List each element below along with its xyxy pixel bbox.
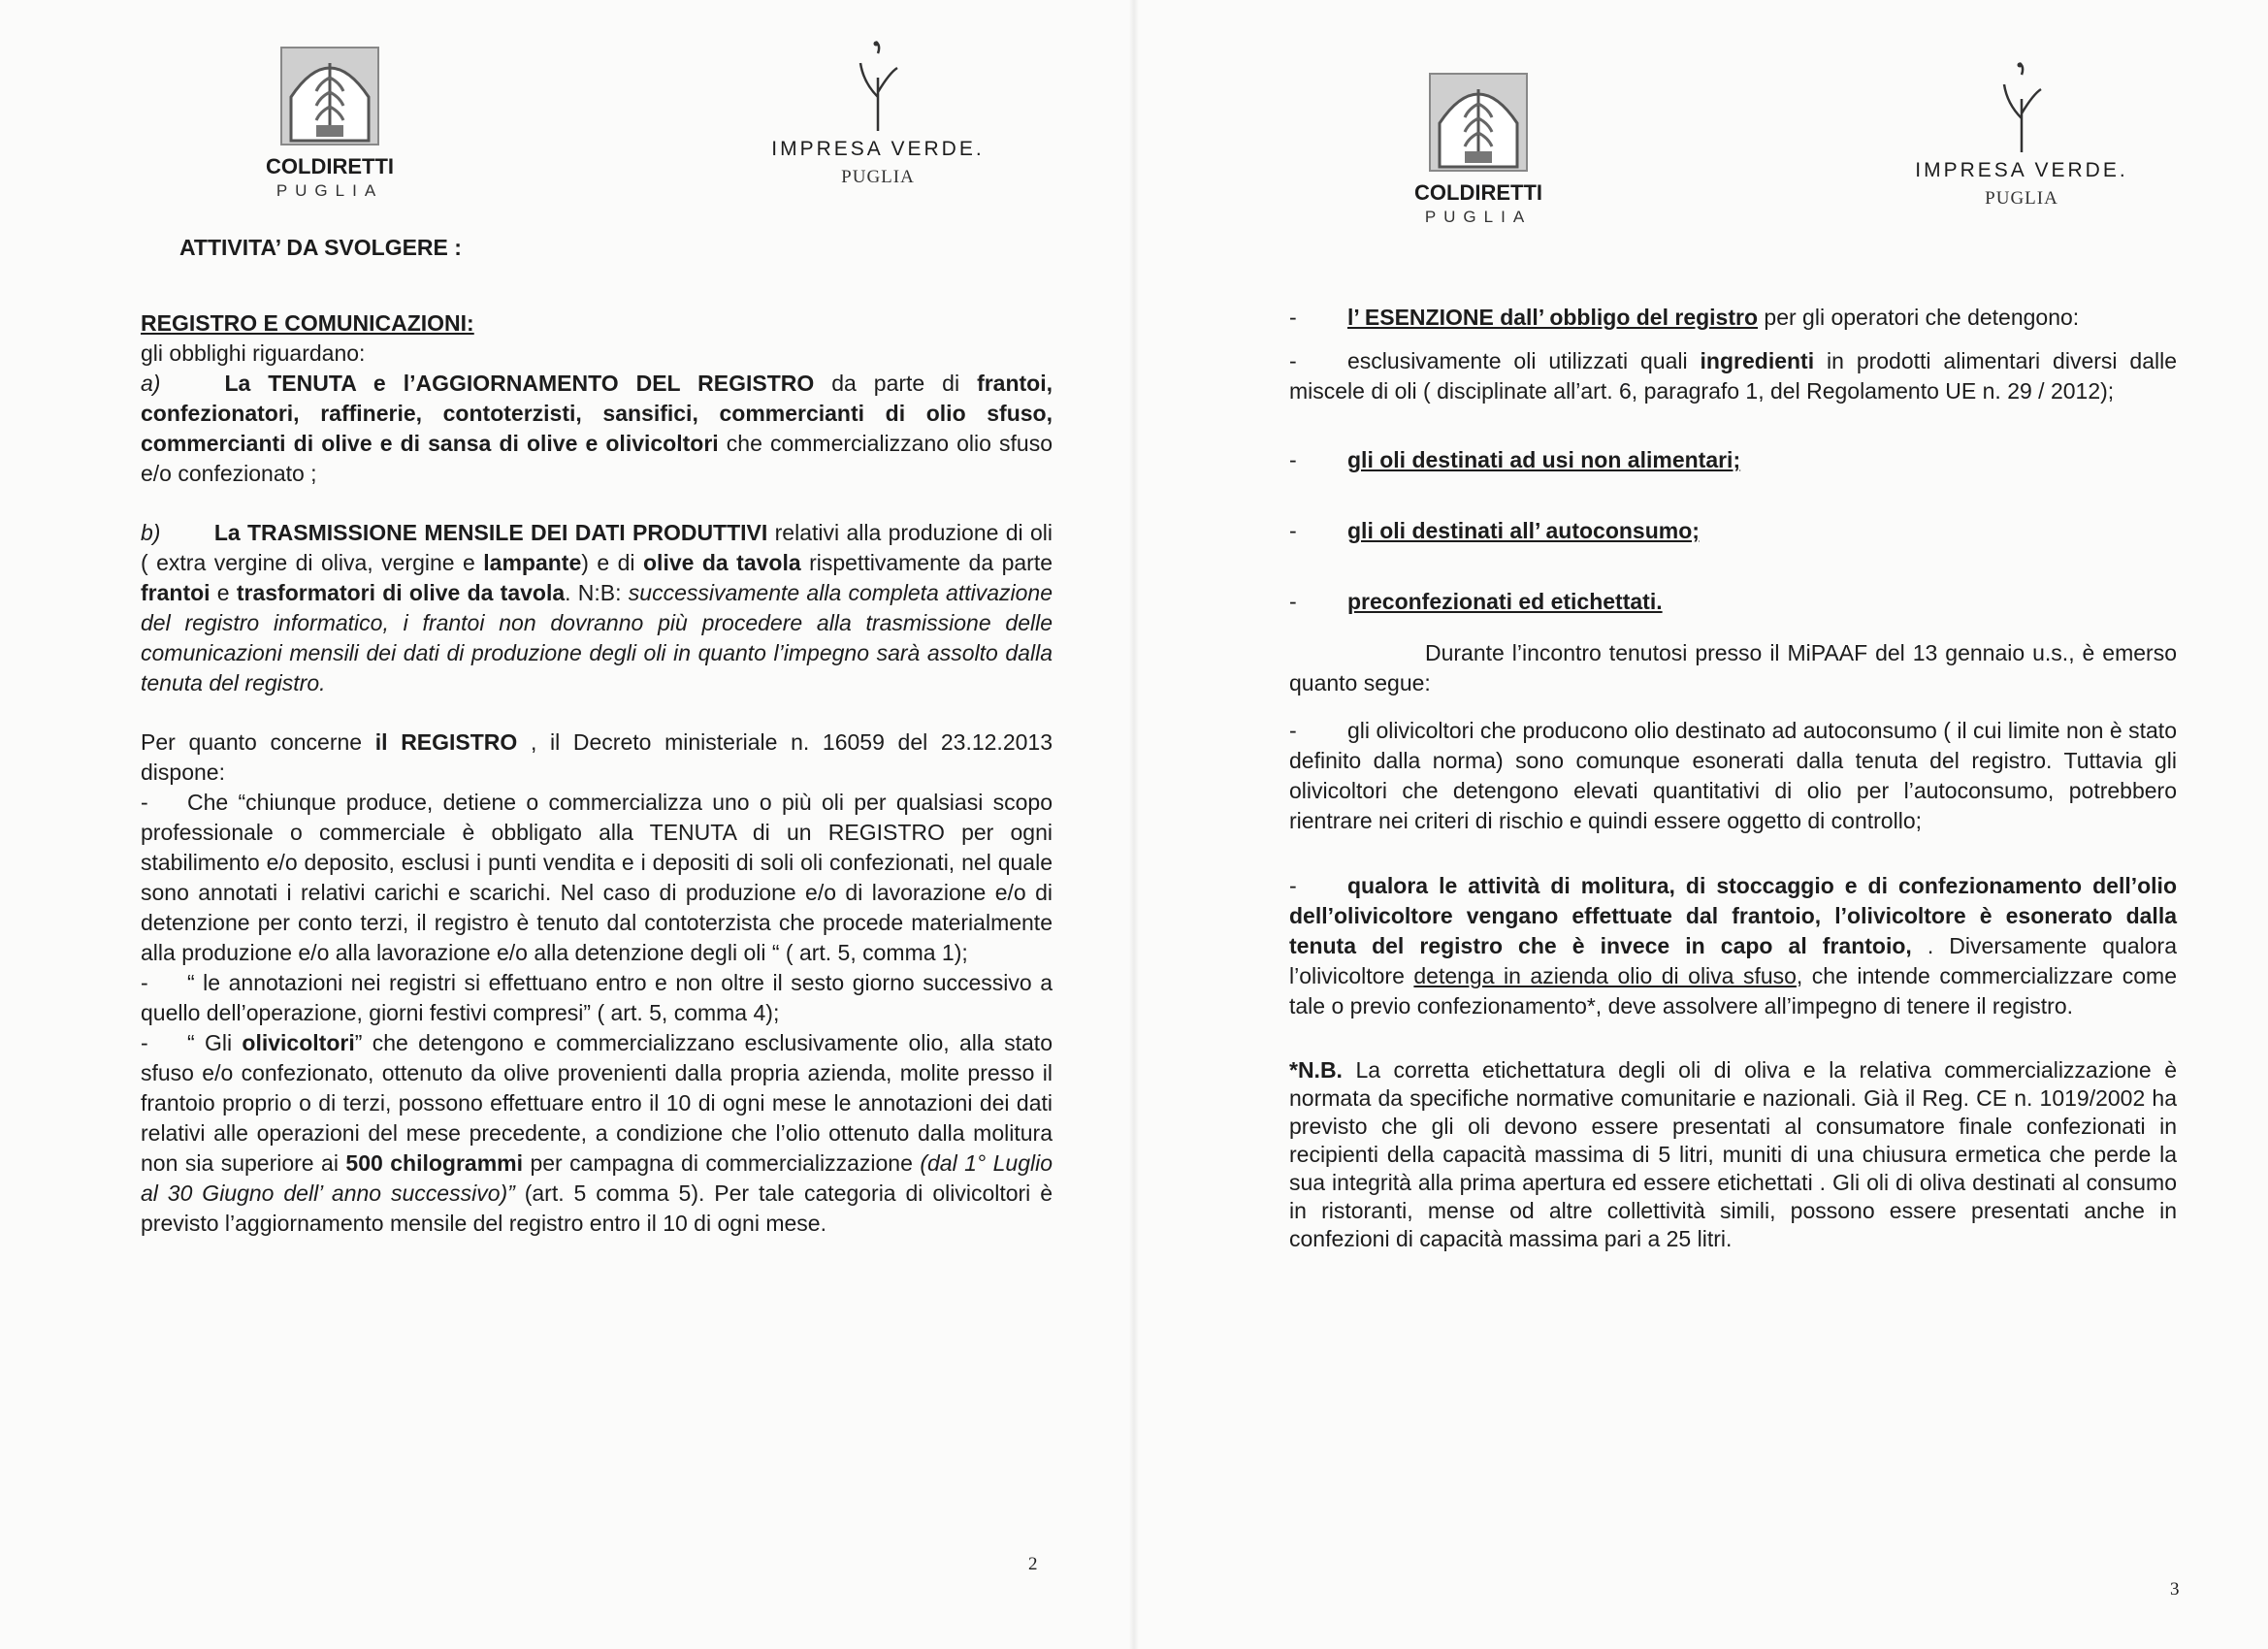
- item-b-text-2: relativi alla produzione di oli ( extra vergine di oliva, vergine e: [141, 520, 1053, 575]
- decree-bullet-3: - “ Gli olivicoltori” che detengono e commercializzano esclusivamente olio, alla stato sfuso e/o confezionato, ottenuto da olive provenienti dalla propria azienda, molite presso il frantoio proprio o di terzi, possono effettuare entro il 10 di ogni mese le annotazioni dei dati relativi alle operazioni del mese precedente, a condizione che l’olio ottenuto dalla molitura non sia superiore ai 500 chilogrammi per campagna di commercializzazione (dal 1° Luglio al 30 Giugno dell’ anno successivo)” (art. 5 comma 5). Per tale categoria di olivicoltori è previsto l’aggiornamento mensile del registro entro il 10 di ogni mese.: [141, 1030, 1053, 1236]
- coldiretti-name: COLDIRETTI: [266, 154, 394, 178]
- item-b-text-6: rispettivamente da parte: [800, 550, 1053, 575]
- item-b-text-10: . N:B:: [565, 580, 629, 605]
- item-b-text-8: e: [210, 580, 237, 605]
- decree-bullet-3-text-2: olivicoltori: [242, 1030, 355, 1055]
- item-b-text-3: lampante: [483, 550, 582, 575]
- meeting-point-1: - gli olivicoltori che producono olio destinato ad autoconsumo ( il cui limite non è stato definito dalla norma) sono comunque esonerati dalla tenuta del registro. Tuttavia gli olivicoltori che detengono elevati quantitativi di olio per l’autoconsumo, potrebbero rientrare nei criteri di rischio e quindi essere oggetto di controllo;: [1289, 718, 2177, 833]
- decree-bullet-2: - “ le annotazioni nei registri si effettuano entro e non oltre il sesto giorno successivo a quello dell’operazione, giorni festivi compresi” ( art. 5, comma 4);: [141, 970, 1053, 1025]
- exemption-intro: - l’ ESENZIONE dall’ obbligo del registro per gli operatori che detengono:: [1289, 305, 2080, 330]
- meeting-paragraph: Durante l’incontro tenutosi presso il MiPAAF del 13 gennaio u.s., è emerso quanto segue:: [1289, 640, 2177, 695]
- section-title: ATTIVITA’ DA SVOLGERE :: [179, 235, 462, 260]
- impresa-verde-name: IMPRESA VERDE.: [1915, 159, 2128, 181]
- labeling-note-text: La corretta etichettatura degli oli di oliva e la relativa commercializzazione è normata da specifiche normative comunitarie e nazionali. Già il Reg. CE n. 1019/2002 ha previsto che gli oli devono essere presentati al consumatore finale confezionati in recipienti della capacità massima di 5 litri, muniti di una chiusura ermetica che perde la sua integrità alla prima apertura ed essere etichettati . Gli oli di oliva destinati al consumo in ristoranti, mense od altre collettività simili, possono essere presentati anche in confezioni di capacità massima pari a 25 litri.: [1289, 1057, 2177, 1251]
- item-b: [141, 518, 1053, 698]
- decree-bullet-3-text-3: ” che detengono e commercializzano esclusivamente olio, alla stato sfuso e/o confezionato, ottenuto da olive provenienti dalla propria azienda, molite presso il frantoio proprio o di terzi, possono effettuare entro il 10 di ogni mese le annotazioni dei dati relativi alle operazioni del mese precedente, a condizione che l’olio ottenuto dalla molitura non sia superiore ai: [141, 1030, 1053, 1176]
- labeling-note-label: *N.B.: [1289, 1057, 1343, 1083]
- item-b-text-5: olive da tavola: [643, 550, 801, 575]
- coldiretti-logo-right: [1396, 70, 1561, 227]
- decree-bullet-2-text: “ le annotazioni nei registri si effettuano entro e non oltre il sesto giorno successivo a quello dell’operazione, giorni festivi compresi” ( art. 5, comma 4);: [141, 970, 1053, 1025]
- exemption-item-3-text: gli oli destinati all’ autoconsumo;: [1347, 518, 1700, 543]
- meeting-point-2-text-1: qualora le attività di molitura, di stoccaggio e di confezionamento dell’olio dell’olivicoltore vengano effettuate dal frantoio, l’olivicoltore è esonerato dalla tenuta del registro che è invece in capo al frantoio,: [1289, 873, 2177, 958]
- decree-text-1: Per quanto concerne: [141, 729, 375, 755]
- exemption-item-2-text: gli oli destinati ad usi non alimentari;: [1347, 447, 1741, 472]
- labeling-note: [1289, 1056, 2177, 1253]
- decree-paragraph: [141, 728, 1053, 788]
- decree-bullet-3-text-4: 500 chilogrammi: [345, 1150, 524, 1176]
- right-page-body: [1289, 303, 2177, 1253]
- coldiretti-wheat-icon: [1420, 70, 1537, 177]
- page-number-right: 3: [2170, 1579, 2180, 1600]
- exemption-item-4-text: preconfezionati ed etichettati.: [1347, 589, 1663, 614]
- decree-bullet-3-text-7: (art. 5 comma 5). Per tale categoria di olivicoltori è previsto l’aggiornamento mensile del registro entro il 10 di ogni mese.: [141, 1180, 1053, 1236]
- decree-bullet-3-text-1: “ Gli: [187, 1030, 243, 1055]
- exemption-item-1-text-2: ingredienti: [1700, 348, 1815, 373]
- impresa-verde-name: IMPRESA VERDE.: [771, 138, 985, 160]
- meeting-point-1-text: gli olivicoltori che producono olio destinato ad autoconsumo ( il cui limite non è stato definito dalla norma) sono comunque esonerati dalla tenuta del registro. Tuttavia gli olivicoltori che detengono elevati quantitativi di olio per l’autoconsumo, potrebbero rientrare nei criteri di rischio e quindi essere oggetto di controllo;: [1289, 718, 2177, 833]
- exemption-item-1-text-3: in prodotti alimentari diversi dalle miscele di oli ( disciplinate all’art. 6, paragrafo 1, del Regolamento UE n. 29 / 2012);: [1289, 348, 2177, 404]
- impresa-verde-logo-right: [1910, 60, 2133, 210]
- right-page: [1134, 0, 2268, 1649]
- decree-bullet-1-text: Che “chiunque produce, detiene o commercializza uno o più oli per qualsiasi scopo professionale o commerciale è obbligato alla TENUTA di un REGISTRO per ogni stabilimento e/o deposito, esclusi i punti vendita e i depositi di soli oli confezionati, nel quale sono annotati i relativi carichi e scarichi. Nel caso di produzione e/o di lavorazione e/o di detenzione per conto terzi, il registro è tenuto dal contoterzista che procede materialmente alla produzione e/o alla lavorazione e/o alla detenzione degli oli “ ( art. 5, comma 1);: [141, 790, 1053, 965]
- meeting-point-2-text-2: . Diversamente qualora l’olivicoltore: [1289, 933, 2177, 988]
- item-a: [141, 369, 1053, 489]
- coldiretti-logo-left: [247, 44, 412, 201]
- exemption-text-2: per gli operatori che detengono:: [1758, 305, 2080, 330]
- item-a-text-4: che commercializzano olio sfuso e/o confezionato ;: [141, 431, 1053, 486]
- item-b-text-1: La TRASMISSIONE MENSILE DEI DATI PRODUTTIVI: [213, 520, 768, 545]
- decree-bullet-3-text-6: (dal 1° Luglio al 30 Giugno dell’ anno successivo)”: [141, 1150, 1053, 1206]
- exemption-item-4: - preconfezionati ed etichettati.: [1289, 589, 1663, 614]
- page-number-left: 2: [1028, 1554, 1038, 1574]
- coldiretti-region: PUGLIA: [275, 181, 384, 200]
- item-a-text-2: da parte di: [814, 371, 978, 396]
- meeting-point-2-text-4: , che intende commercializzare come tale o previo confezionamento*, deve assolvere all’impegno di tenere il registro.: [1289, 963, 2177, 1018]
- item-b-text-11: successivamente alla completa attivazione del registro informatico, i frantoi non dovranno più procedere alla trasmissione delle comunicazioni mensili dei dati di produzione degli oli in quanto l’impegno sarà assolto dalla tenuta del registro.: [141, 580, 1053, 695]
- item-b-text-7: frantoi: [141, 580, 211, 605]
- exemption-text-1: l’ ESENZIONE dall’ obbligo del registro: [1347, 305, 1759, 330]
- item-b-text-9: trasformatori di olive da tavola: [236, 580, 566, 605]
- exemption-item-2: - gli oli destinati ad usi non alimentari;: [1289, 447, 1741, 472]
- impresa-verde-region: PUGLIA: [1985, 188, 2058, 209]
- decree-bullet-3-text-5: per campagna di commercializzazione: [523, 1150, 921, 1176]
- obligations-intro: gli obblighi riguardano:: [141, 340, 366, 366]
- registro-heading: REGISTRO E COMUNICAZIONI:: [141, 310, 474, 336]
- exemption-item-1: - esclusivamente oli utilizzati quali ingredienti in prodotti alimentari diversi dalle miscele di oli ( disciplinate all’art. 6, paragrafo 1, del Regolamento UE n. 29 / 2012);: [1289, 348, 2177, 404]
- decree-text-2: il REGISTRO: [374, 729, 518, 755]
- left-page-body: [141, 233, 1053, 1239]
- coldiretti-wheat-icon: [272, 44, 388, 150]
- meeting-point-2: - qualora le attività di molitura, di stoccaggio e di confezionamento dell’olio dell’olivicoltore vengano effettuate dal frantoio, l’olivicoltore è esonerato dalla tenuta del registro che è invece in capo al frantoio, . Diversamente qualora l’olivicoltore detenga in azienda olio di oliva sfuso, che intende commercializzare come tale o previo confezionamento*, deve assolvere all’impegno di tenere il registro.: [1289, 873, 2177, 1018]
- exemption-item-3: - gli oli destinati all’ autoconsumo;: [1289, 518, 1700, 543]
- meeting-point-2-text-3: detenga in azienda olio di oliva sfuso: [1413, 963, 1797, 988]
- decree-text-3: , il Decreto ministeriale n. 16059 del 23.12.2013 dispone:: [141, 729, 1053, 785]
- item-b-label: b): [141, 520, 161, 545]
- impresa-verde-logo-left: [766, 39, 989, 188]
- item-b-text-4: ) e di: [581, 550, 643, 575]
- coldiretti-region: PUGLIA: [1424, 208, 1533, 226]
- item-a-text-1: La TENUTA e l’AGGIORNAMENTO DEL REGISTRO: [224, 371, 815, 396]
- item-a-label: a): [141, 371, 161, 396]
- impresa-verde-region: PUGLIA: [841, 167, 915, 187]
- impresa-verde-sprout-icon: [1910, 60, 2133, 157]
- coldiretti-name: COLDIRETTI: [1414, 180, 1542, 205]
- exemption-item-1-text-1: esclusivamente oli utilizzati quali: [1347, 348, 1701, 373]
- decree-bullet-1: - Che “chiunque produce, detiene o commercializza uno o più oli per qualsiasi scopo professionale o commerciale è obbligato alla TENUTA di un REGISTRO per ogni stabilimento e/o deposito, esclusi i punti vendita e i depositi di soli oli confezionati, nel quale sono annotati i relativi carichi e scarichi. Nel caso di produzione e/o di lavorazione e/o di detenzione per conto terzi, il registro è tenuto dal contoterzista che procede materialmente alla produzione e/o alla lavorazione e/o alla detenzione degli oli “ ( art. 5, comma 1);: [141, 790, 1053, 965]
- impresa-verde-sprout-icon: [766, 39, 989, 136]
- item-a-text-3: frantoi, confezionatori, raffinerie, contoterzisti, sansifici, commercianti di olio sfuso, commercianti di olive e di sansa di olive e olivicoltori: [141, 371, 1053, 456]
